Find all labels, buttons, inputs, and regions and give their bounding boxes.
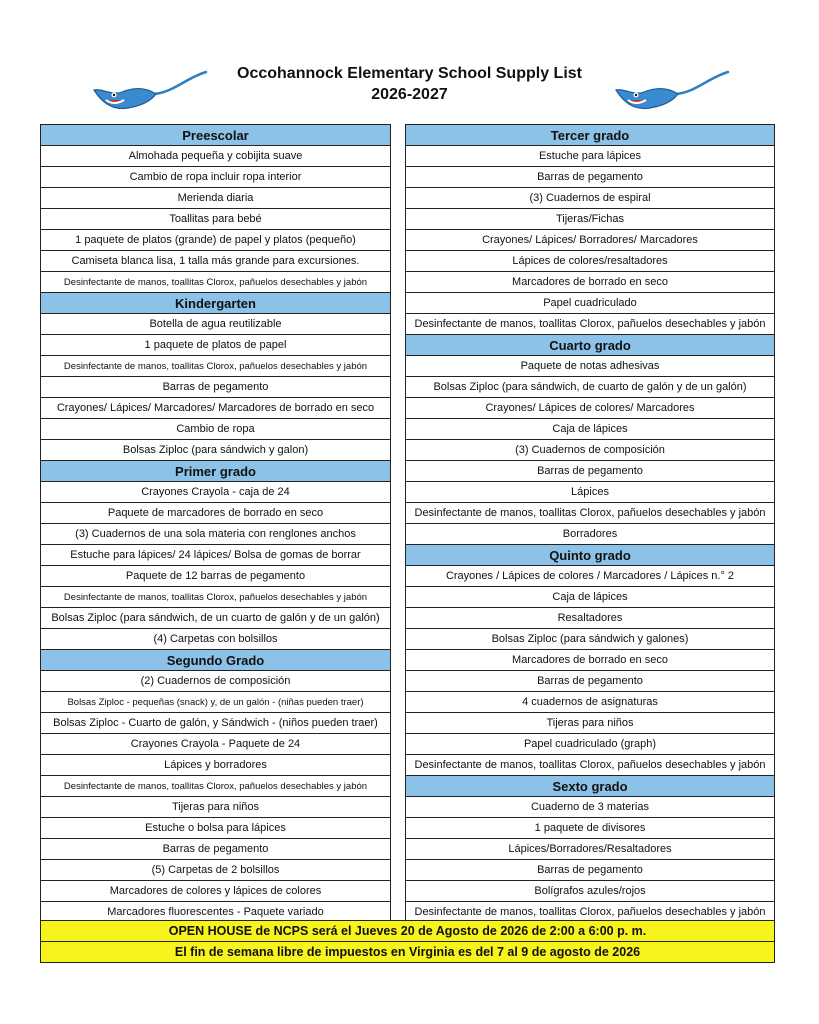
supply-item: Paquete de marcadores de borrado en seco [41, 503, 390, 524]
supply-item: Desinfectante de manos, toallitas Clorox, pañuelos desechables y jabón [41, 587, 390, 608]
grade-header: Primer grado [41, 461, 390, 482]
tax-holiday-banner: El fin de semana libre de impuestos en Virginia es del 7 al 9 de agosto de 2026 [40, 941, 775, 963]
supply-item: Tijeras para niños [41, 797, 390, 818]
supply-item: (3) Cuadernos de una sola materia con renglones anchos [41, 524, 390, 545]
supply-item: 1 paquete de divisores [406, 818, 774, 839]
supply-item: 1 paquete de platos (grande) de papel y platos (pequeño) [41, 230, 390, 251]
supply-item: Barras de pegamento [406, 461, 774, 482]
supply-item: Desinfectante de manos, toallitas Clorox, pañuelos desechables y jabón [406, 902, 774, 923]
supply-item: Tijeras/Fichas [406, 209, 774, 230]
supply-item: Estuche para lápices/ 24 lápices/ Bolsa de gomas de borrar [41, 545, 390, 566]
supply-item: Marcadores de borrado en seco [406, 272, 774, 293]
grade-header: Preescolar [41, 125, 390, 146]
supply-item: Crayones/ Lápices/ Marcadores/ Marcadores de borrado en seco [41, 398, 390, 419]
grade-header: Quinto grado [406, 545, 774, 566]
supply-item: Desinfectante de manos, toallitas Clorox, pañuelos desechables y jabón [406, 755, 774, 776]
supply-item: Marcadores fluorescentes - Paquete variado [41, 902, 390, 923]
supply-item: Cuaderno de 3 materias [406, 797, 774, 818]
supply-item: (3) Cuadernos de espiral [406, 188, 774, 209]
supply-item: 4 cuadernos de asignaturas [406, 692, 774, 713]
supply-item: Botella de agua reutilizable [41, 314, 390, 335]
supply-item: Bolsas Ziploc - pequeñas (snack) y, de un galón - (niñas pueden traer) [41, 692, 390, 713]
supply-item: Paquete de notas adhesivas [406, 356, 774, 377]
supply-item: Bolsas Ziploc (para sándwich, de un cuarto de galón y de un galón) [41, 608, 390, 629]
supply-item: Resaltadores [406, 608, 774, 629]
supply-item: Marcadores de borrado en seco [406, 650, 774, 671]
title-line-1: Occohannock Elementary School Supply List [237, 65, 582, 82]
supply-item: Paquete de 12 barras de pegamento [41, 566, 390, 587]
supply-item: Crayones/ Lápices/ Borradores/ Marcadores [406, 230, 774, 251]
grade-header: Sexto grado [406, 776, 774, 797]
supply-item: Crayones Crayola - Paquete de 24 [41, 734, 390, 755]
supply-item: Barras de pegamento [41, 377, 390, 398]
grade-header: Segundo Grado [41, 650, 390, 671]
title-line-2: 2026-2027 [371, 86, 448, 103]
supply-item: Barras de pegamento [406, 860, 774, 881]
supply-item: Crayones / Lápices de colores / Marcadores / Lápices n.° 2 [406, 566, 774, 587]
supply-item: 1 paquete de platos de papel [41, 335, 390, 356]
supply-item: Toallitas para bebé [41, 209, 390, 230]
supply-item: Barras de pegamento [41, 839, 390, 860]
supply-item: Lápices [406, 482, 774, 503]
supply-item: Crayones Crayola - caja de 24 [41, 482, 390, 503]
open-house-banner: OPEN HOUSE de NCPS será el Jueves 20 de Agosto de 2026 de 2:00 a 6:00 p. m. [40, 920, 775, 942]
supply-item: Barras de pegamento [406, 671, 774, 692]
supply-item: (5) Carpetas de 2 bolsillos [41, 860, 390, 881]
supply-item: Lápices de colores/resaltadores [406, 251, 774, 272]
left-column [40, 124, 391, 923]
supply-item: Bolígrafos azules/rojos [406, 881, 774, 902]
supply-item: (3) Cuadernos de composición [406, 440, 774, 461]
supply-item: Cambio de ropa incluir ropa interior [41, 167, 390, 188]
supply-item: Camiseta blanca lisa, 1 talla más grande para excursiones. [41, 251, 390, 272]
supply-item: Cambio de ropa [41, 419, 390, 440]
supply-item: Estuche para lápices [406, 146, 774, 167]
supply-item: Lápices/Borradores/Resaltadores [406, 839, 774, 860]
grade-header: Cuarto grado [406, 335, 774, 356]
supply-item: Almohada pequeña y cobijita suave [41, 146, 390, 167]
page-title [0, 63, 819, 105]
supply-item: Desinfectante de manos, toallitas Clorox, pañuelos desechables y jabón [41, 776, 390, 797]
supply-item: (4) Carpetas con bolsillos [41, 629, 390, 650]
supply-item: Bolsas Ziploc (para sándwich, de cuarto de galón y de un galón) [406, 377, 774, 398]
supply-item: Desinfectante de manos, toallitas Clorox, pañuelos desechables y jabón [406, 503, 774, 524]
supply-item: Barras de pegamento [406, 167, 774, 188]
supply-item: Borradores [406, 524, 774, 545]
supply-item: Papel cuadriculado [406, 293, 774, 314]
supply-item: Bolsas Ziploc (para sándwich y galones) [406, 629, 774, 650]
supply-item: (2) Cuadernos de composición [41, 671, 390, 692]
supply-item: Marcadores de colores y lápices de colores [41, 881, 390, 902]
supply-item: Tijeras para niños [406, 713, 774, 734]
supply-item: Caja de lápices [406, 587, 774, 608]
supply-item: Desinfectante de manos, toallitas Clorox, pañuelos desechables y jabón [41, 356, 390, 377]
supply-item: Crayones/ Lápices de colores/ Marcadores [406, 398, 774, 419]
supply-item: Bolsas Ziploc (para sándwich y galon) [41, 440, 390, 461]
grade-header: Kindergarten [41, 293, 390, 314]
supply-item: Merienda diaria [41, 188, 390, 209]
supply-item: Papel cuadriculado (graph) [406, 734, 774, 755]
supply-item: Desinfectante de manos, toallitas Clorox, pañuelos desechables y jabón [406, 314, 774, 335]
grade-header: Tercer grado [406, 125, 774, 146]
supply-item: Desinfectante de manos, toallitas Clorox, pañuelos desechables y jabón [41, 272, 390, 293]
supply-item: Caja de lápices [406, 419, 774, 440]
supply-item: Bolsas Ziploc - Cuarto de galón, y Sándwich - (niños pueden traer) [41, 713, 390, 734]
supply-item: Lápices y borradores [41, 755, 390, 776]
supply-item: Estuche o bolsa para lápices [41, 818, 390, 839]
right-column [405, 124, 775, 923]
